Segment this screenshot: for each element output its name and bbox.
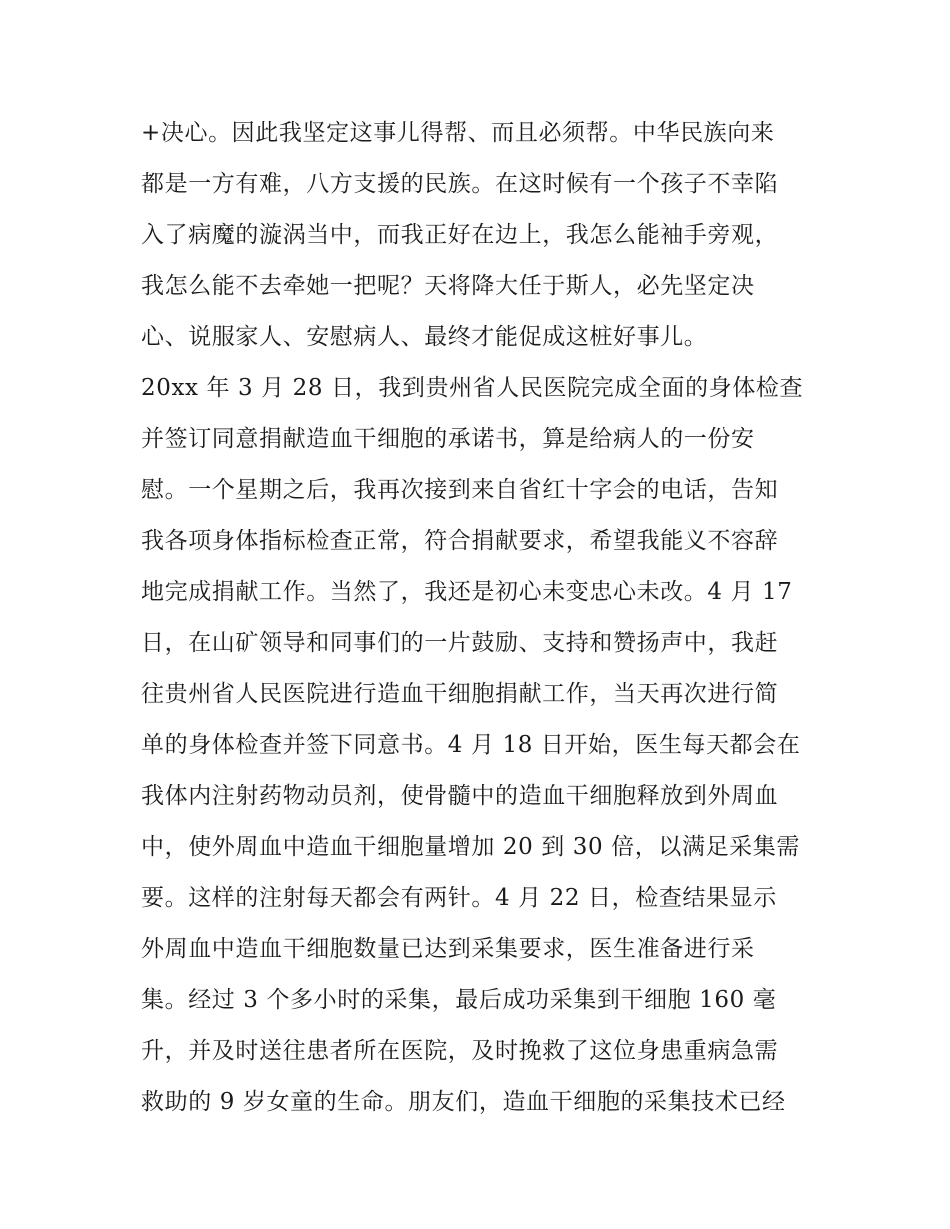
text-line: 心、说服家人、安慰病人、最终才能促成这桩好事儿。	[141, 324, 708, 350]
text-line: 我怎么能不去牵她一把呢？天将降大任于斯人，必先坚定决	[141, 273, 755, 299]
text-line: 外周血中造血干细胞数量已达到采集要求，医生准备进行采	[141, 936, 755, 962]
text-line: 都是一方有难，八方支援的民族。在这时候有一个孩子不幸陷	[141, 171, 779, 197]
text-line: 中，使外周血中造血干细胞量增加 20 到 30 倍，以满足采集需	[141, 834, 800, 860]
text-line: 入了病魔的漩涡当中，而我正好在边上，我怎么能袖手旁观，	[141, 222, 779, 248]
text-line: 往贵州省人民医院进行造血干细胞捐献工作，当天再次进行简	[141, 681, 779, 707]
text-line: 我各项身体指标检查正常，符合捐献要求，希望我能义不容辞	[141, 528, 779, 554]
text-line: 慰。一个星期之后，我再次接到来自省红十字会的电话，告知	[141, 477, 779, 503]
text-line: 单的身体检查并签下同意书。4 月 18 日开始，医生每天都会在	[141, 732, 801, 758]
text-line: 要。这样的注射每天都会有两针。4 月 22 日，检查结果显示	[141, 885, 777, 911]
text-line: 集。经过 3 个多小时的采集，最后成功采集到干细胞 160 毫	[141, 987, 777, 1013]
text-line: 20xx 年 3 月 28 日，我到贵州省人民医院完成全面的身体检查	[141, 375, 804, 401]
text-line: 地完成捐献工作。当然了，我还是初心未变忠心未改。4 月 17	[141, 579, 793, 605]
text-line: 日，在山矿领导和同事们的一片鼓励、支持和赞扬声中，我赶	[141, 630, 779, 656]
text-line: 升，并及时送往患者所在医院，及时挽救了这位身患重病急需	[141, 1038, 779, 1064]
text-line: +决心。因此我坚定这事儿得帮、而且必须帮。中华民族向来	[141, 120, 775, 146]
text-line: 我体内注射药物动员剂，使骨髓中的造血干细胞释放到外周血	[141, 783, 779, 809]
text-line: 救助的 9 岁女童的生命。朋友们，造血干细胞的采集技术已经	[141, 1089, 786, 1115]
text-line: 并签订同意捐献造血干细胞的承诺书，算是给病人的一份安	[141, 426, 755, 452]
body-text	[141, 108, 841, 1128]
